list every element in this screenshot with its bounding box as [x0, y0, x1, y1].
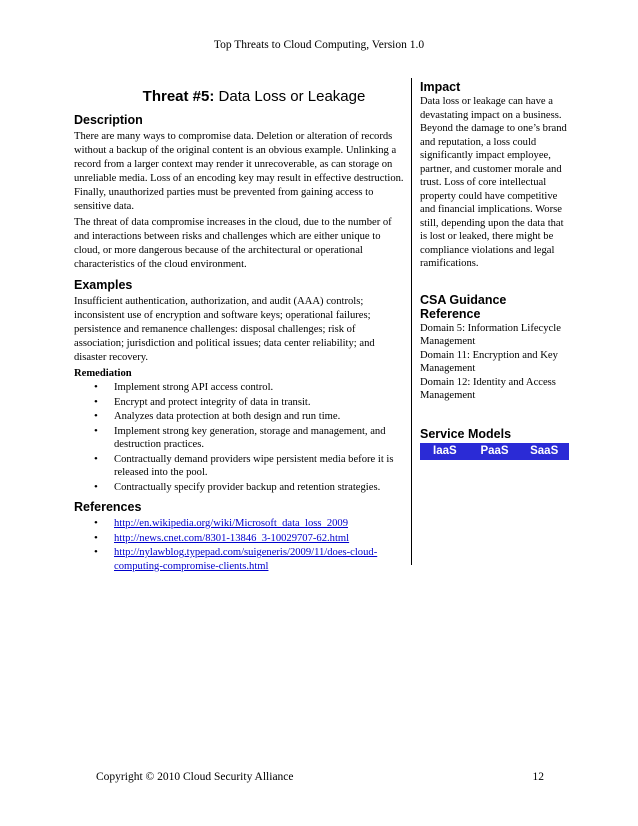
list-item: • Contractually specify provider backup and retention strategies. [114, 481, 406, 495]
service-model-saas: SaaS [530, 444, 559, 457]
list-item: • Implement strong API access control. [114, 381, 406, 395]
csa-domain: Domain 12: Identity and Access Management [420, 376, 556, 401]
csa-heading-line: CSA Guidance [420, 292, 507, 307]
service-model-iaas: IaaS [433, 444, 457, 457]
service-models-heading: Service Models [420, 426, 512, 441]
page-footer [96, 771, 544, 783]
impact-heading: Impact [420, 80, 461, 94]
threat-name: Data Loss or Leakage [218, 88, 366, 105]
list-item [114, 517, 406, 531]
description-heading: Description [74, 113, 143, 127]
list-item: • Encrypt and protect integrity of data in transit. [114, 396, 406, 410]
reference-link[interactable]: http://news.cnet.com/8301-13846_3-10029707-62.html [114, 532, 350, 544]
csa-heading-line: Reference [420, 306, 481, 321]
remediation-list [74, 381, 406, 494]
list-item: • Contractually demand providers wipe persistent media before it is released into the pool. [114, 453, 406, 480]
csa-heading [420, 293, 568, 321]
threat-number: Threat #5: [142, 88, 215, 105]
examples-heading: Examples [74, 278, 133, 292]
reference-link[interactable]: http://nylawblog.typepad.com/suigeneris/2009/11/does-cloud-computing-compromise-clients.html [114, 547, 378, 572]
column-divider [411, 78, 412, 565]
list-item [114, 546, 406, 573]
service-models-bar [420, 443, 569, 460]
impact-text: Data loss or leakage can have a devastating impact on a business. Beyond the damage to one’s brand and reputation, a loss could significantly impact employee, partner, and customer morale and trust. Loss of core intellectual property could have competitive and financial implications. Worse still, depending upon the data that is lost or leaked, there might be compliance violations and legal ramifications. [420, 96, 567, 269]
list-item: • Analyzes data protection at both design and run time. [114, 410, 406, 424]
reference-link[interactable]: http://en.wikipedia.org/wiki/Microsoft_data_loss_2009 [114, 518, 349, 529]
service-model-paas: PaaS [480, 444, 509, 457]
page-header: Top Threats to Cloud Computing, Version 1.0 [213, 39, 425, 51]
csa-domain: Domain 11: Encryption and Key Management [420, 349, 558, 374]
list-item [114, 532, 406, 546]
page-number: 12 [532, 771, 544, 783]
csa-domain: Domain 5: Information Lifecycle Management [420, 322, 561, 347]
references-list [74, 517, 406, 573]
threat-title [74, 88, 406, 105]
list-item: • Implement strong key generation, storage and management, and destruction practices. [114, 425, 406, 452]
references-heading: References [74, 500, 142, 514]
description-paragraph: The threat of data compromise increases in the cloud, due to the number of and interactions between risks and challenges which are either unique to cloud, or more dangerous because of the architectural or operational characteristics of the cloud environment. [74, 217, 392, 270]
remediation-heading: Remediation [74, 368, 132, 379]
description-paragraph: There are many ways to compromise data. Deletion or alteration of records without a backup of the original content is an obvious example. Unlinking a record from a larger context may render it unrecoverable, as can storage on unreliable media. Loss of an encoding key may result in effective destruction. Finally, unauthorized parties must be prevented from gaining access to sensitive data. [74, 131, 404, 212]
copyright: Copyright © 2010 Cloud Security Alliance [96, 771, 294, 783]
main-column [74, 88, 406, 574]
examples-text: Insufficient authentication, authorization, and audit (AAA) controls; inconsistent use of encryption and software keys; operational failures; persistence and remanence challenges: disposal challenges; risk of association; jurisdiction and political issues; data center reliability; and disaster recovery. [74, 296, 375, 363]
sidebar-column [420, 78, 568, 460]
